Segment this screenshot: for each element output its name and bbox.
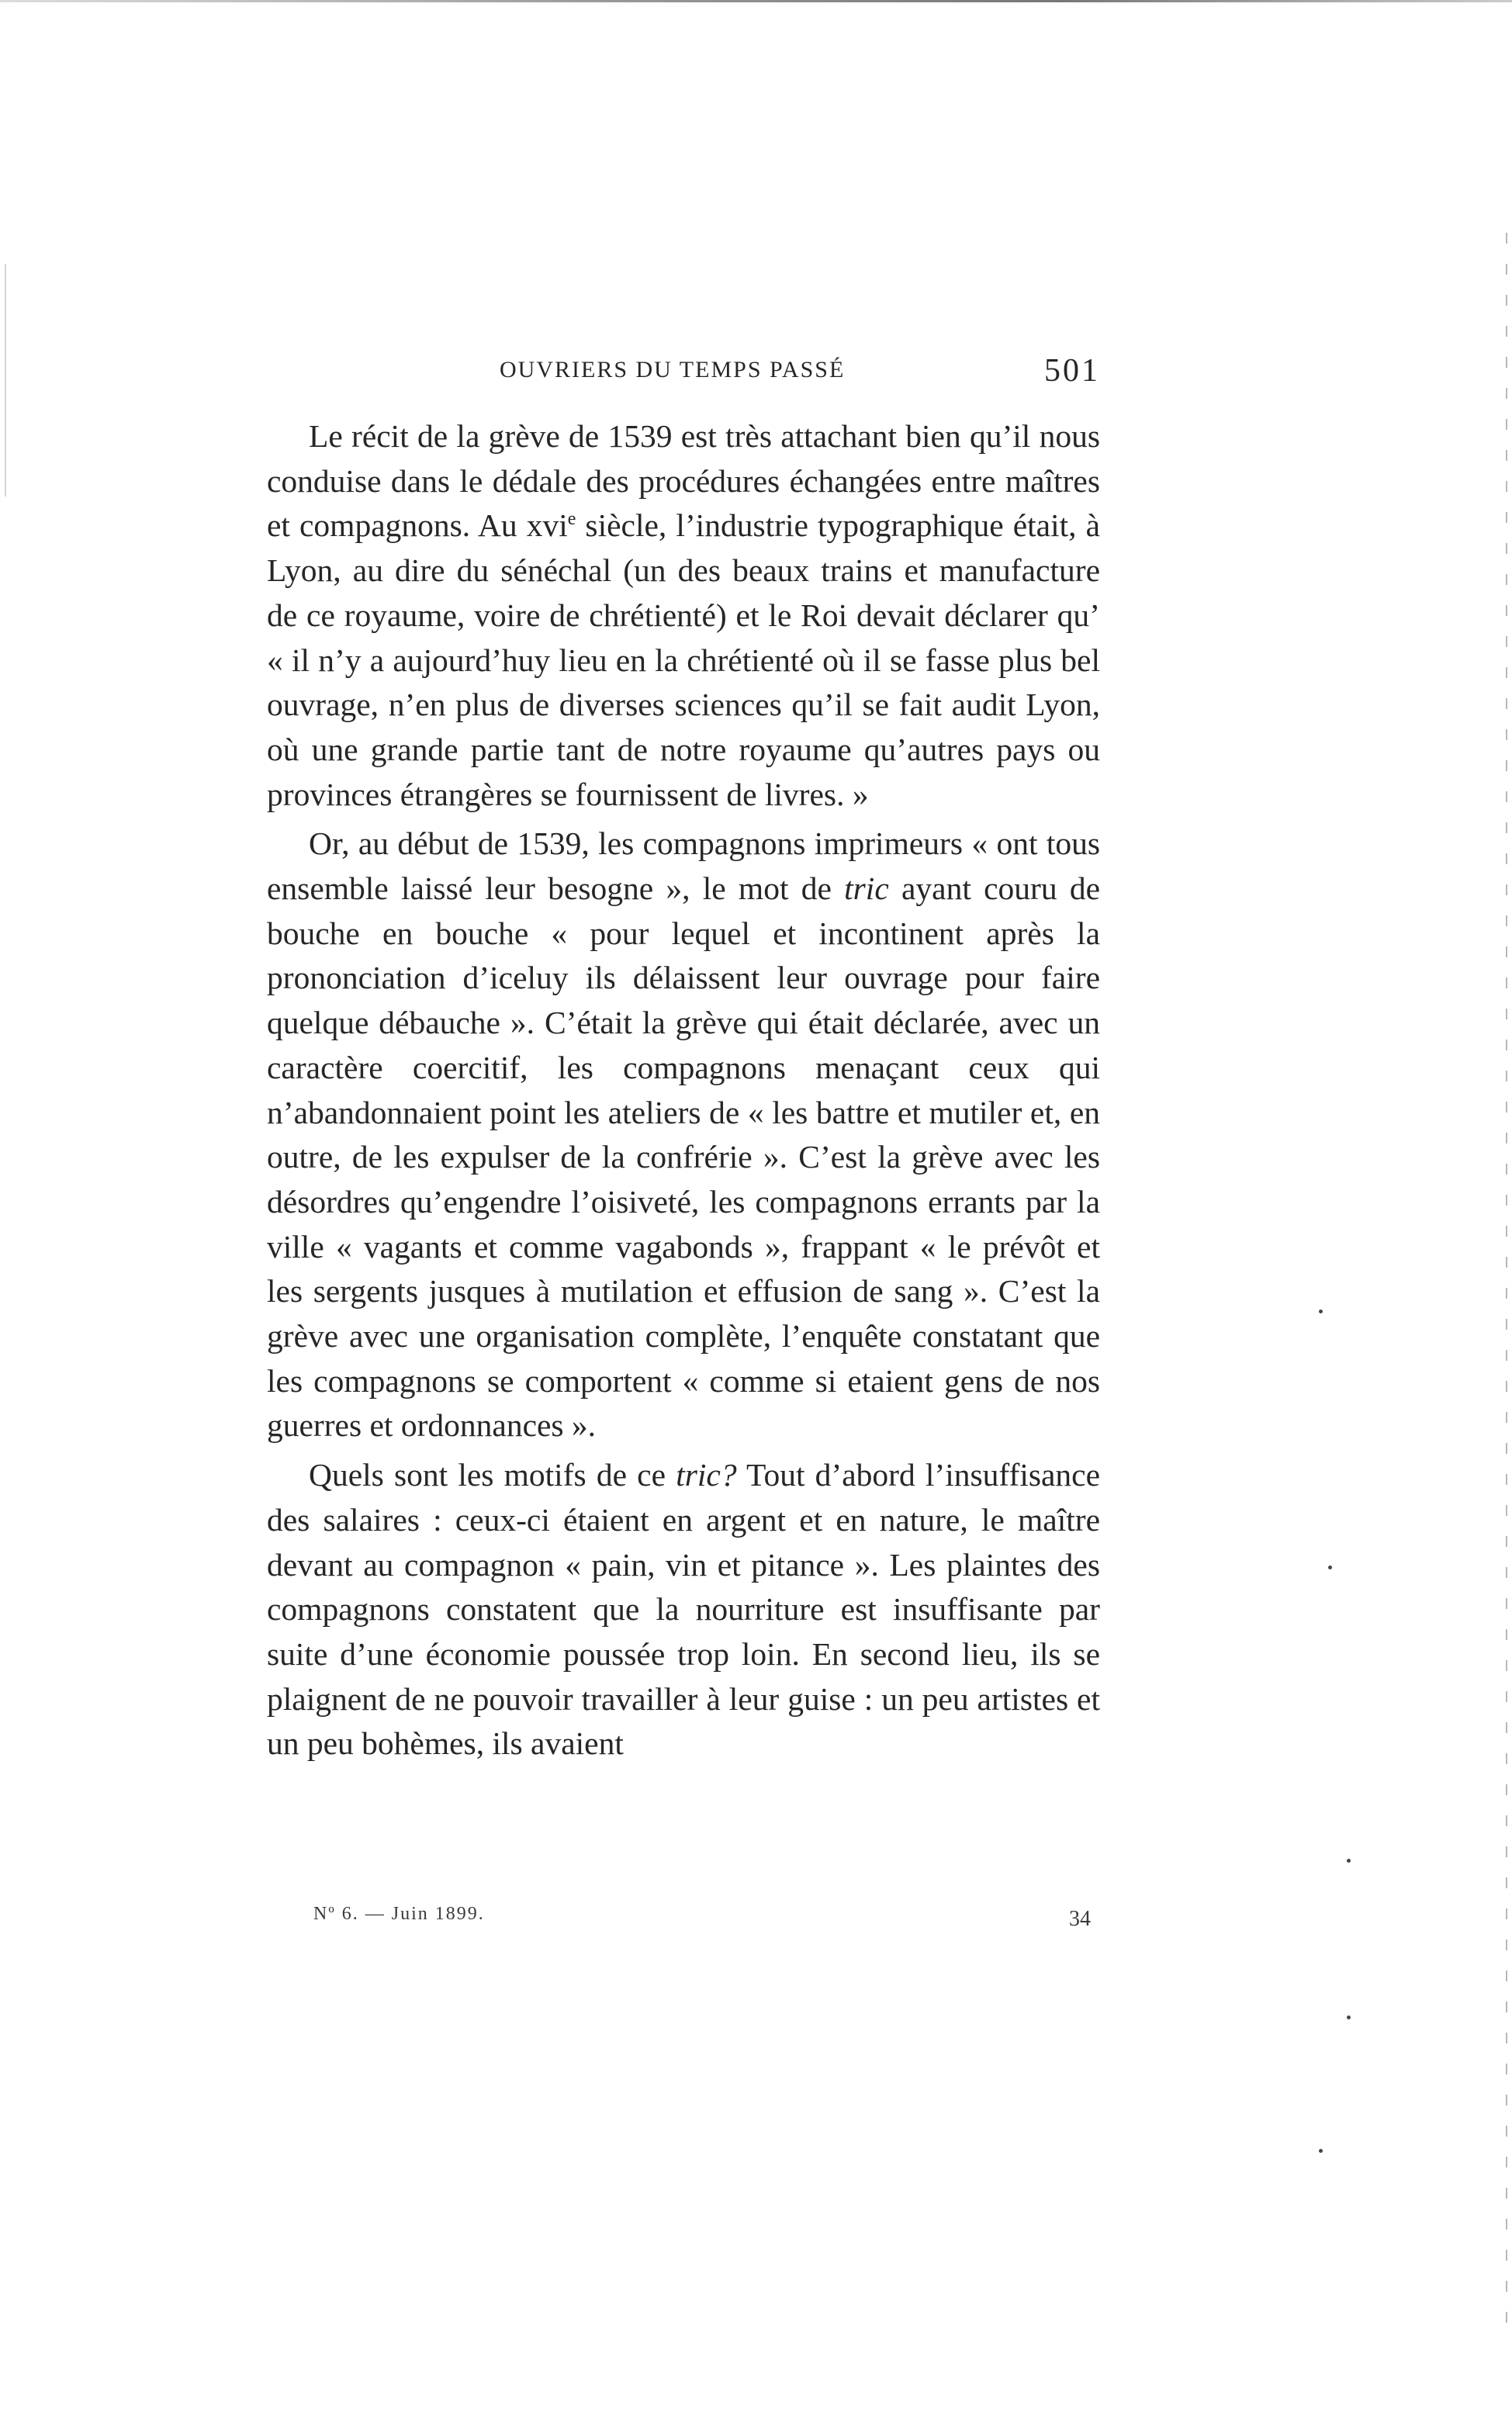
running-head <box>267 352 1100 399</box>
sheet-number: 34 <box>1069 1907 1091 1931</box>
text-run: xvi <box>526 507 568 544</box>
printer-signature: Nº 6. — Juin 1899. <box>313 1904 485 1924</box>
scan-speck <box>1347 1859 1351 1863</box>
paragraph <box>267 1453 1100 1766</box>
text-run: Or, au début de 1539, les compagnons imprimeurs « ont tous ensemble laissé leur besogne », le mot de <box>267 825 1100 907</box>
italic-term: tric? <box>676 1457 737 1493</box>
scan-speck <box>1328 1566 1332 1569</box>
text-run: ayant couru de bouche en bouche « pour lequel et incontinent après la prononciation d’iceluy ils délaissent leur ouvrage pour faire quelque débauche ». C’était la grève qui était déclarée, avec un caractère coercitif, les compagnons menaçant ceux qui n’abandonnaient point les ateliers de « les battre et mutiler et, en outre, de les expulser de la confrérie ». C’est la grève avec les désordres qu’engendre l’oisiveté, les compagnons errants par la ville « vagants et comme vagabonds », frappant « le prévôt et les sergents jusques à mutilation et effusion de sang ». C’est la grève avec une organisation complète, l’enquête constatant que les compagnons se comportent « comme si etaient gens de nos guerres et ordonnances ». <box>267 870 1101 1444</box>
text-run: Le récit de la grève de 1539 est très attachant bien qu’il nous conduise dans le dédale des procédures échangées entre maîtres et compagnons. Au <box>267 418 1100 544</box>
scan-right-edge <box>1506 233 1507 2327</box>
text-run: siècle, l’industrie typographique était, à Lyon, au dire du sénéchal (un des beaux trains et manufacture de ce royaume, voire de chrétienté) et le Roi devait déclarer qu’ « il n’y a aujourd’huy lieu en la chrétienté où il se fasse plus bel ouvrage, n’en plus de diverses sciences qu’il se fait audit Lyon, où une grande partie tant de notre royaume qu’autres pays ou provinces étrangères se fournissent de livres. » <box>267 507 1100 812</box>
scan-speck <box>1319 1310 1323 1313</box>
scan-left-edge <box>5 264 6 497</box>
running-title: OUVRIERS DU TEMPS PASSÉ <box>500 357 846 382</box>
scan-top-edge <box>0 0 1512 2</box>
paragraph <box>267 822 1100 1448</box>
scan-speck <box>1347 2016 1351 2019</box>
text-run: Tout d’abord l’insuffisance des salaires : ceux-ci étaient en argent et en nature, le maître devant au compagnon « pain, vin et pitance ». Les plaintes des compagnons constatent que la nourriture est insuffisante par suite d’une économie poussée trop loin. En second lieu, ils se plaignent de ne pouvoir travailler à leur guise : un peu artistes et un peu bohèmes, ils avaient <box>267 1457 1101 1762</box>
superscript: e <box>567 509 576 530</box>
page-number: 501 <box>1044 353 1100 389</box>
text-run: Quels sont les motifs de ce <box>309 1457 676 1493</box>
scan-speck <box>1319 2149 1323 2153</box>
body-text <box>267 414 1100 1766</box>
paragraph <box>267 414 1100 817</box>
page-footer <box>267 1902 1100 1933</box>
italic-term: tric <box>844 870 889 907</box>
